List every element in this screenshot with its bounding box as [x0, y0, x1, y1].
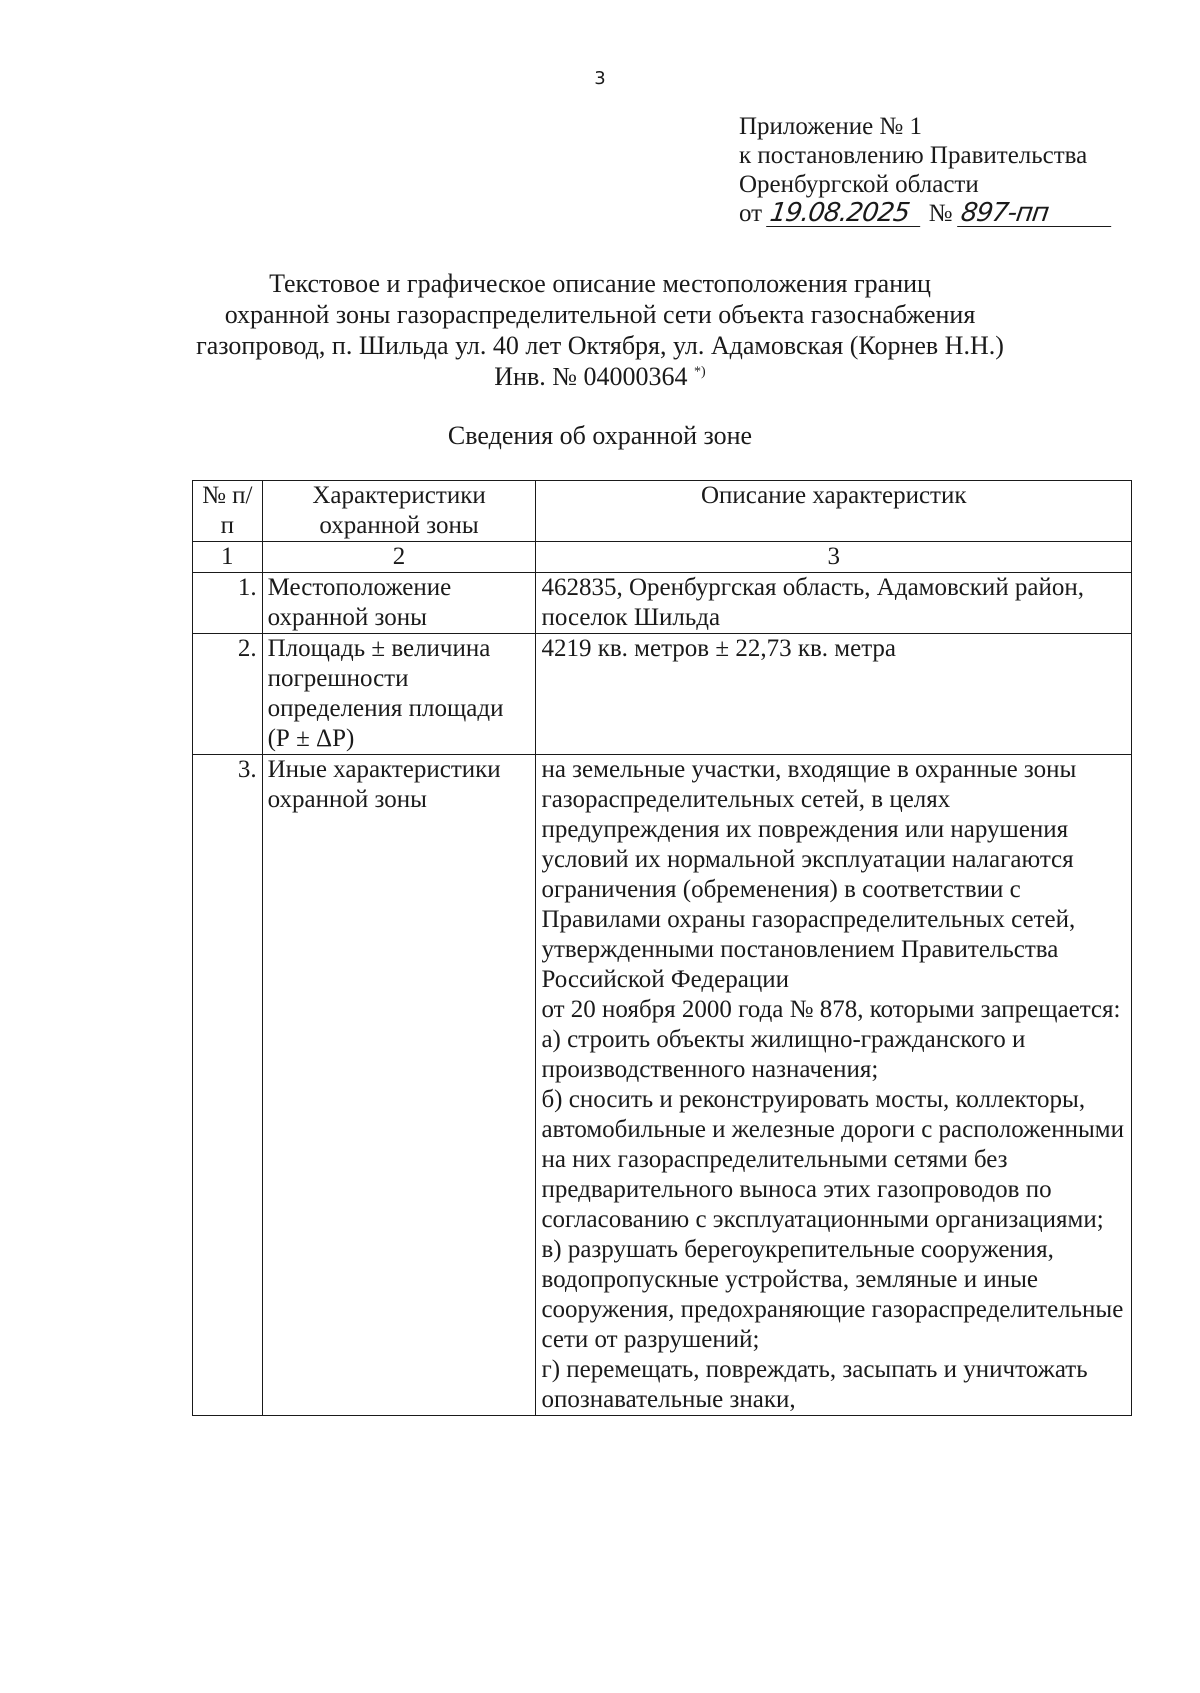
table-row [193, 573, 1132, 634]
footnote-mark: *) [694, 364, 706, 380]
title-line-4 [0, 361, 1200, 392]
document-title [0, 268, 1200, 392]
description-paragraph: 4219 кв. метров ± 22,73 кв. метра [541, 635, 897, 662]
column-number-3: 3 [536, 542, 1132, 573]
zone-table [192, 480, 1132, 1416]
section-subtitle: Сведения об охранной зоне [447, 421, 753, 450]
row-num: 3. [193, 755, 263, 1416]
appendix-line-1: Приложение № 1 [739, 113, 923, 140]
title-line-2: охранной зоны газораспределительной сети объекта газоснабжения [224, 300, 976, 329]
row-num: 2. [193, 634, 263, 755]
description-paragraph: б) сносить и реконструировать мосты, коллекторы, автомобильные и железные дороги с расположенными на них газораспределительными сетями без предварительного выноса этих газопроводов по согласованию с эксплуатационными организациями; [541, 1086, 1124, 1233]
appendix-block [739, 112, 1113, 228]
table-header-row [193, 481, 1132, 542]
page-number: 3 [594, 68, 606, 89]
appendix-line-3: Оренбургской области [739, 171, 979, 198]
row-description [536, 634, 1132, 755]
description-paragraph: от 20 ноября 2000 года № 878, которыми запрещается: [541, 996, 1121, 1023]
row-num: 1. [193, 573, 263, 634]
header-num: № п/п [193, 481, 263, 542]
number-label: № [928, 200, 953, 227]
description-paragraph: на земельные участки, входящие в охранные зоны газораспределительных сетей, в целях предупреждения их повреждения или нарушения условий их нормальной эксплуатации налагаются ограничения (обременения) в соответствии с Правилами охраны газораспределительных сетей, утвержденными постановлением Правительства Российской Федерации [541, 756, 1077, 993]
row-characteristic: Иные характеристики охранной зоны [262, 755, 536, 1416]
row-characteristic: Площадь ± величина погрешности определения площади (Р ± ΔР) [262, 634, 536, 755]
header-description: Описание характеристик [536, 481, 1132, 542]
title-line-1: Текстовое и графическое описание местоположения границ [269, 269, 931, 298]
row-characteristic: Местоположение охранной зоны [262, 573, 536, 634]
table-column-numbers-row [193, 542, 1132, 573]
appendix-line-2: к постановлению Правительства [739, 142, 1088, 169]
description-paragraph: г) перемещать, повреждать, засыпать и уничтожать опознавательные знаки, [541, 1356, 1088, 1413]
header-characteristic: Характеристики охранной зоны [262, 481, 536, 542]
title-line-3: газопровод, п. Шильда ул. 40 лет Октября, ул. Адамовская (Корнев Н.Н.) [196, 331, 1004, 360]
handwritten-date: 19.08.2025 [766, 200, 924, 227]
from-label: от [739, 200, 763, 227]
description-paragraph: 462835, Оренбургская область, Адамовский район, поселок Шильда [541, 574, 1085, 631]
appendix-line-4 [739, 199, 1113, 228]
description-paragraph: в) разрушать берегоукрепительные сооружения, водопропускные устройства, земляные и иные сооружения, предохраняющие газораспределительные сети от разрушений; [541, 1236, 1124, 1353]
table-row [193, 634, 1132, 755]
inventory-number: Инв. № 04000364 [494, 362, 688, 391]
handwritten-number: 897-пп [957, 200, 1115, 227]
column-number-2: 2 [262, 542, 536, 573]
row-description [536, 573, 1132, 634]
table-row [193, 755, 1132, 1416]
description-paragraph: а) строить объекты жилищно-гражданского и производственного назначения; [541, 1026, 1026, 1083]
row-description [536, 755, 1132, 1416]
column-number-1: 1 [193, 542, 263, 573]
